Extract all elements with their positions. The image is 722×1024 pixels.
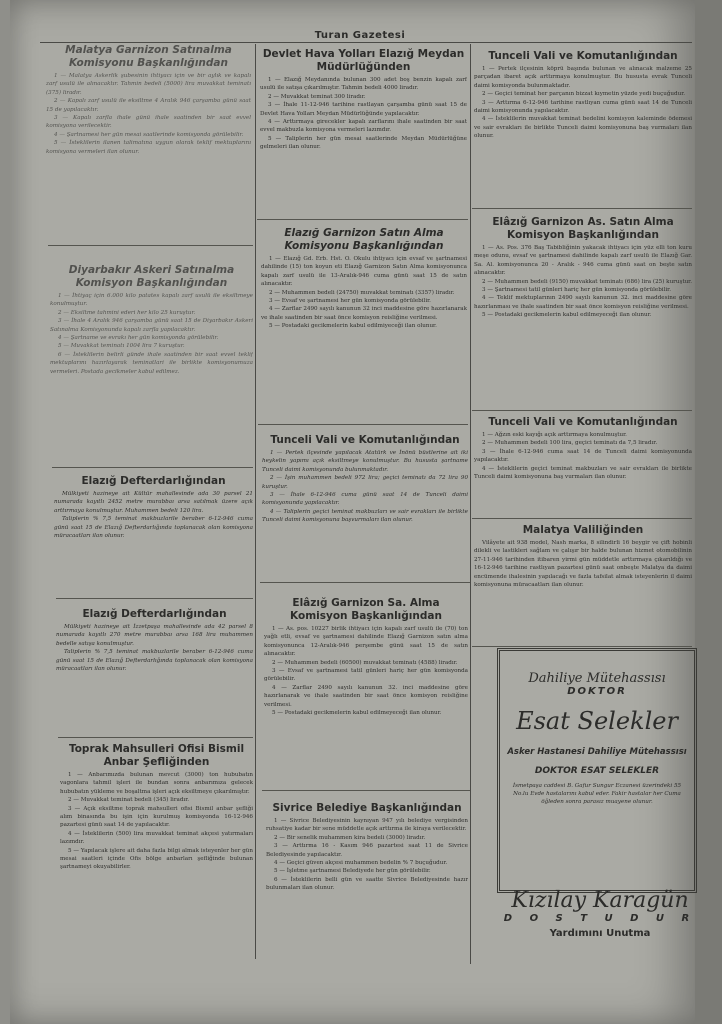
divider (48, 245, 253, 246)
ad-paragraph: Mülkiyeti hazineye ait Kültür mahallesinde ada 30 parsel 21 numarada kayıtlı 2452 metre murabbaı arsa satılmak üzere açık arttırmaya konulmuştur. Muhammen bedeli 120 lira. (54, 491, 253, 514)
ad-title: Malatya Garnizon Satınalma Komisyonu Başkanlığından (65, 44, 232, 69)
ad-paragraph: 3 — İhale 6-12-946 cuma günü saat 14 de Tunceli daimi komisyonunda yapılacaktır. (262, 492, 468, 507)
divider (262, 790, 470, 791)
ad-title: Toprak Mahsulleri Ofisi Bismil Anbar Şefliğinden (68, 743, 245, 768)
ad-paragraph: 1 — Pertek ilçesinde yapılacak Atatürk ve İnönü büstlerine ait iki heykelin yapımı açık eksiltmeye konulmuştur. Bu hususta şartname Tunceli daimi komisyonunda bulunmaktadır. (262, 450, 468, 473)
ad-paragraph: 4 — İsteklilerin (500) lira muvakkat teminat akçesi yatırmaları lazımdır. (60, 830, 253, 846)
ad-title: Tunceli Vali ve Komutanlığından (488, 416, 678, 428)
ad-paragraph: 6 — İsteklilerin belli gün ve saatte Sivrice Belediyesinde hazır bulunmaları ilan olunur. (266, 876, 468, 892)
ad-title: Tunceli Vali ve Komutanlığından (488, 50, 678, 62)
ad-paragraph: 5 — Muvakkat teminatı 1004 lira 7 kuruştur. (58, 343, 185, 350)
ad-paragraph: 2 — Eksiltme tahmini ederi her kilo 25 kuruştur. (58, 309, 196, 316)
ad-paragraph: 2 — Geçici teminat her parçanın bizzat kıymetin yüzde yedi buçuğudur. (482, 91, 686, 98)
ad-paragraph: 3 — Arttırma 16 - Kasım 946 pazartesi saat 11 de Sivrice Belediyesinde yapılacaktır. (266, 843, 468, 858)
ad-tunceli-vali-1 (262, 434, 468, 580)
ad-paragraph: 4 — Zarflar 2490 sayılı kanunun 32 inci maddesine göre hazırlanarak ve ihale saatinden bir saat önce komisyon reisliğine verilmesi. (261, 306, 467, 321)
kizilay-slogan: Yardımını Unutma (549, 928, 651, 939)
ad-title: Tunceli Vali ve Komutanlığından (270, 434, 460, 446)
ad-malatya-valilik (474, 524, 692, 644)
ad-paragraph: 4 — Geçici güven akçesi muhammen bedelin % 7 buçuğudur. (274, 860, 448, 867)
ad-paragraph: 5 — Taliplerin her gün mesai saatlerinde Meydan Müdürlüğüne gelmeleri ilan olunur. (260, 135, 467, 151)
ad-tunceli-vali-2 (474, 50, 692, 206)
divider (258, 424, 468, 425)
ad-paragraph: 2 — Muhammen bedeli 100 lira, geçici teminatı da 7,5 liradır. (482, 440, 658, 447)
ad-paragraph: 2 — Muvakkat teminat bedeli (345) liradır. (68, 797, 190, 804)
ad-paragraph: 2 — Muhammen bedeli (60500) muvakkat teminatı (4588) liradır. (272, 659, 458, 666)
ad-paragraph: 1 — Anbarımızda bulunan mevcut (3000) ton hububatın vagonlara tahmil işleri ile bundan sonra anbarımıza gelecek hububatın yükleme ve boşaltma işleri açık eksiltmeye çıkarılmıştır. (60, 772, 253, 795)
ad-paragraph: 1 — Ağzın eski kayığı açık arttırmaya konulmuştur. (482, 432, 627, 438)
doctor-ad-box (497, 648, 697, 893)
ad-diyarbakir-askeri (50, 264, 253, 464)
divider (472, 410, 692, 411)
ad-paragraph: 3 — Evsaf ve şartnamesi her gün komisyonda görülebilir. (269, 298, 431, 305)
ad-title: Elazığ Defterdarlığından (82, 608, 227, 620)
ad-paragraph: 4 — Zarflar 2490 sayılı kanunun 32. inci maddesine göre hazırlanarak ve ihale saatinden bir saat önce komisyon reisliğine verilmesi. (264, 684, 468, 708)
ad-elazig-defterdarlik-2 (56, 608, 253, 734)
ad-title: Elâzığ Garnizon Sa. Alma Komisyon Başkanlığından (290, 597, 442, 622)
ad-paragraph: 4 — Taliplerin geçici teminat makbuzları ve sair evrakları ile birlikte Tunceli daimi komisyonuna başvurmaları ilan olunur. (262, 508, 468, 524)
ad-paragraph: 3 — Arttırma 6-12-946 tarihine rastlıyan cuma günü saat 14 de Tunceli daimi komisyonunda yapılacaktır. (474, 99, 692, 115)
ad-title: Elazığ Defterdarlığından (81, 475, 226, 487)
top-rule (40, 42, 692, 43)
ad-paragraph: 2 — Muhammen bedeli (24750) muvakkat teminatı (3357) liradır. (269, 289, 455, 296)
divider (260, 582, 470, 583)
ad-title: Elâzığ Garnizon As. Satın Alma Komisyon Başkanlığından (492, 216, 674, 241)
ad-paragraph: 1 — Pertek ilçesinin köprü başında bulunan ve alınacak malzeme 25 parçadan ibaret açık arttırmaya konulmuştur. Bu hususta evrak Tunceli daimi komisyonda bulunmaktadır. (474, 66, 692, 89)
ad-paragraph: 1 — Elazığ Gd. Erb. Hst. O. Okulu ihtiyacı için evsaf ve şartnamesi dahilinde (15) ton koyun eti Elazığ Garnizon Satın Alma komisyonunca kapalı zarf usulü ile 13-Aralık-946 cuma günü saat 15 de satın alınacaktır. (261, 256, 467, 288)
ad-paragraph: 3 — İhale 4 Aralık 946 çarşamba günü saat 15 de Diyarbakır Askeri Satınalma Komisyonunda kapalı zarfla yapılacaktır. (50, 318, 253, 333)
ad-elazig-garnizon-1 (261, 227, 467, 422)
ad-title: Elazığ Garnizon Satın Alma Komisyonu Başkanlığından (284, 227, 444, 252)
ad-toprak-mahsulleri (60, 743, 253, 991)
ad-paragraph: 1 — Sivrice Belediyesinin kaynıyan 947 yılı belediye vergisinden ruhsatiye kadar bir sene müddetle açık arttırma ile kiraya verilecektir. (266, 818, 468, 833)
ad-paragraph: 5 — Postadaki gecikmelerin kabul edilmeyeceği ilan olunur. (482, 312, 652, 319)
ad-paragraph: 4 — Teklif mektuplarının 2490 sayılı kanunun 32. inci maddesine göre hazırlanması ve ihale saatinden bir saat önce komisyon reisliğine verilmesi. (474, 295, 692, 310)
ad-paragraph: 2 — Bir senelik muhammen kira bedeli (3000) liradır. (274, 834, 426, 841)
ad-paragraph: 1 — As. pos. 10227 birlik ihtiyacı için kapalı zarf usulü ile (70) ton yağlı etli, evsaf ve şartnamesi dahilinde Elazığ Garnizon satın alma komisyonunca 12-Aralık-946 perşembe günü saat 15 de satın alınacaktır. (264, 626, 468, 658)
ad-paragraph: 3 — Şartnamesi tatil günleri hariç her gün komisyonda görülebilir. (482, 287, 671, 294)
ad-paragraph: Vilâyete ait 938 model, Nash marka, 8 silindirli 16 beygir ve çift hobinli dilekli ve lastikleri sağlam ve çalışır bir halde bulunan hizmet otomobilinin 27-11-946 tarihinden itibaren yirmi gün müddetle arttırmaya çıkarıldığı ve 16-12-946 tarihine rastlıyan pazartesi günü saat onbeşte Malatya da daimi encümende ihalesinin yapılacağı ve fazla tafsilat almak isteyenlerin il daimi komisyonuna müracaatları ilan olunur. (474, 540, 692, 589)
kizilay-ad (500, 888, 700, 939)
divider (58, 737, 253, 738)
ad-paragraph: 5 — Yapılacak işlere ait daha fazla bilgi almak isteyenler her gün mesai saatleri içinde Ofis bölge anbarları şefliğinde bulunan şartnameyi okuyabilirler. (60, 847, 253, 871)
ad-paragraph: 4 — Arttırmaya girecekler kapalı zarflarını ihale saatinden bir saat evvel makbuzla komisyona vermeleri lazımdır. (260, 119, 467, 134)
doctor-label: DOKTOR (567, 686, 627, 697)
ad-elazig-garnizon-2 (264, 597, 468, 787)
kizilay-subtitle: D O S T U D U R (503, 913, 697, 924)
ad-paragraph: 3 — Evsaf ve şartnamesi tatil günleri hariç her gün komisyonda görülebilir. (264, 668, 468, 683)
ad-malatya-garnizon (46, 44, 251, 242)
ad-title: Sivrice Belediye Başkanlığından (272, 802, 462, 814)
ad-paragraph: 1 — Elazığ Meydanında bulunan 300 adet boş benzin kapalı zarf usulü ile satışa çıkarılmıştır. Tahmin bedeli 4000 liradır. (260, 77, 467, 92)
ad-paragraph: 4 — İsteklilerin geçici teminat makbuzları ve sair evrakları ile birlikte Tunceli daimi komisyonuna baş vurmaları ilan olunur. (474, 465, 692, 481)
ad-paragraph: 6 — İsteklilerin belirli günde ihale saatinden bir saat evvel teklif mektuplarını hazırlayarak teminatlari ile birlikte komisyonumuza vermeleri. Postada gecikmeler kabul edilmez. (50, 351, 253, 375)
ad-paragraph: 5 — Postadaki gecikmelerin kabul edilmiyeceği ilan olunur. (269, 323, 437, 330)
ad-paragraph: 5 — Postadaki gecikmelerin kabul edilmeyeceği ilan olunur. (272, 710, 442, 717)
kizilay-title: Kızılay Karagün (511, 888, 689, 913)
ad-paragraph: Mülkiyeti hazineye ait İzzetpaşa mahallesinde ada 42 parsel 8 numarada kayıtlı 270 metre murabbaı arsa 168 lira muhammen bedelle satışa konulmuştur. (56, 624, 253, 647)
divider (472, 646, 692, 647)
ad-paragraph: 3 — Kapalı zarfla ihale günü ihale saatinden bir saat evvel komisyona verilecektir. (46, 115, 251, 130)
divider (472, 518, 692, 519)
ad-paragraph: 4 — İsteklilerin muvakkat teminat bedelini komisyon kaleminde ödemesi ve sair evrakları ile birlikte Tunceli daimi komisyonuna baş vurmaları ilan olunur. (474, 116, 692, 140)
ad-elazig-garnizon-as (474, 216, 692, 408)
ad-paragraph: 1 — İhtiyaç için 6.000 kilo patates kapalı zarf usulü ile eksiltmeye konulmuştur. (50, 293, 253, 308)
ad-title: Diyarbakır Askeri Satınalma Komisyon Başkanlığından (68, 264, 235, 289)
ad-devlet-hava-yollari (260, 48, 467, 216)
ad-title: Malatya Valiliğinden (522, 524, 644, 536)
doctor-specialty: Dahiliye Mütehassısı (528, 671, 666, 686)
divider (472, 208, 692, 209)
ad-title: Devlet Hava Yolları Elazığ Meydan Müdürlüğünden (262, 48, 465, 73)
masthead: Turan Gazetesi (314, 30, 406, 41)
ad-paragraph: 5 — İsteklilerin ilanen talimatına uygun olarak teklif mektuplarını komisyona vermeleri ilan olunur. (46, 140, 251, 155)
ad-paragraph: 3 — İhale 11-12-946 tarihine rastlayan çarşamba günü saat 15 de Devlet Hava Yolları Meydan Müdürlüğünde yapılacaktır. (260, 102, 467, 117)
ad-paragraph: 3 — İhale 6-12-946 cuma saat 14 de Tunceli daimi komisyonunda yapılacaktır. (474, 448, 692, 464)
ad-paragraph: 5 — İşletme şartnamesi Belediyede her gün görülebilir. (274, 868, 431, 875)
ad-paragraph: 4 — Şartname ve evrakı her gün komisyonda görülebilir. (58, 335, 219, 342)
ad-paragraph: Taliplerin % 7,5 teminat makbuzlarile beraber 6-12-946 cuma günü saat 15 de Elazığ Defterdarlığında toplanacak olan komisyona müracaatları ilan olunur. (54, 516, 253, 540)
ad-sivrice-belediye (266, 802, 468, 992)
ad-paragraph: 3 — Açık eksiltme toprak mahsulleri ofisi Bismil anbar şefliği alım binasında bu işin için kurulmuş komisyonda 16-12-946 pazartesi günü saat 14 de yapılacaktır. (60, 805, 253, 829)
doctor-full-name: DOKTOR ESAT SELEKLER (534, 766, 660, 776)
ad-paragraph: 2 — Kapalı zarf usulü ile eksiltme 4 Aralık 946 çarşamba günü saat 15 de yapılacaktır. (46, 98, 251, 113)
ad-paragraph: 2 — Muvakkat teminat 300 liradır. (268, 93, 366, 100)
page-edge (695, 0, 722, 1024)
doctor-address: İsmetpaşa caddesi B. Gafur Sungur Eczanesi üzerindeki 55 No.lu Evde hastalarını kabul eder. Fakir hastalar her Cuma öğleden sonra parasız muayene olunur. (512, 783, 682, 805)
doctor-name: Esat Selekler (516, 707, 678, 735)
divider (257, 219, 468, 220)
column-divider-1 (255, 44, 256, 959)
divider (56, 598, 253, 599)
ad-paragraph: Taliplerin % 7,5 teminat makbuzlarile beraber 6-12-946 cuma günü saat 15 de Elazığ Defterdarlığında toplanacak olan komisyona müracaatları ilan olunur. (56, 649, 253, 673)
ad-paragraph: 1 — As. Pos. 376 Baş Tabibliğinin yakacak ihtiyacı için yüz elli ton kuru meşe odunu, evsaf ve şartnamesi dahilinde kapalı zarf usulü ile Elazığ Gar. Sa. Al. komisyonunca 20 - Aralık - 946 cuma günü saat on beşte satın alınacaktır. (474, 245, 692, 277)
ad-paragraph: 2 — İşin muhammen bedeli 972 lira; geçici teminatı da 72 lira 90 kuruştur. (262, 475, 468, 490)
ad-paragraph: 1 — Malatya Askerlik şubesinin ihtiyacı için ve bir aylık ve kapalı zarf usulü ile alınacaktır. Tahmin bedeli (5000) lira muvakkat teminatı (375) liradır. (46, 73, 251, 96)
ad-paragraph: 4 — Şartnamesi her gün mesai saatlerinde komisyonda görülebilir. (54, 131, 244, 138)
ad-tunceli-vali-3 (474, 416, 692, 516)
ad-elazig-defterdarlik-1 (54, 475, 253, 597)
doctor-position: Asker Hastanesi Dahiliye Mütehassısı (507, 747, 687, 757)
column-divider-2 (470, 44, 471, 964)
ad-paragraph: 2 — Muhammen bedeli (9150) muvakkat teminatı (686) lira (25) kuruştur. (482, 278, 692, 285)
divider (52, 467, 253, 468)
